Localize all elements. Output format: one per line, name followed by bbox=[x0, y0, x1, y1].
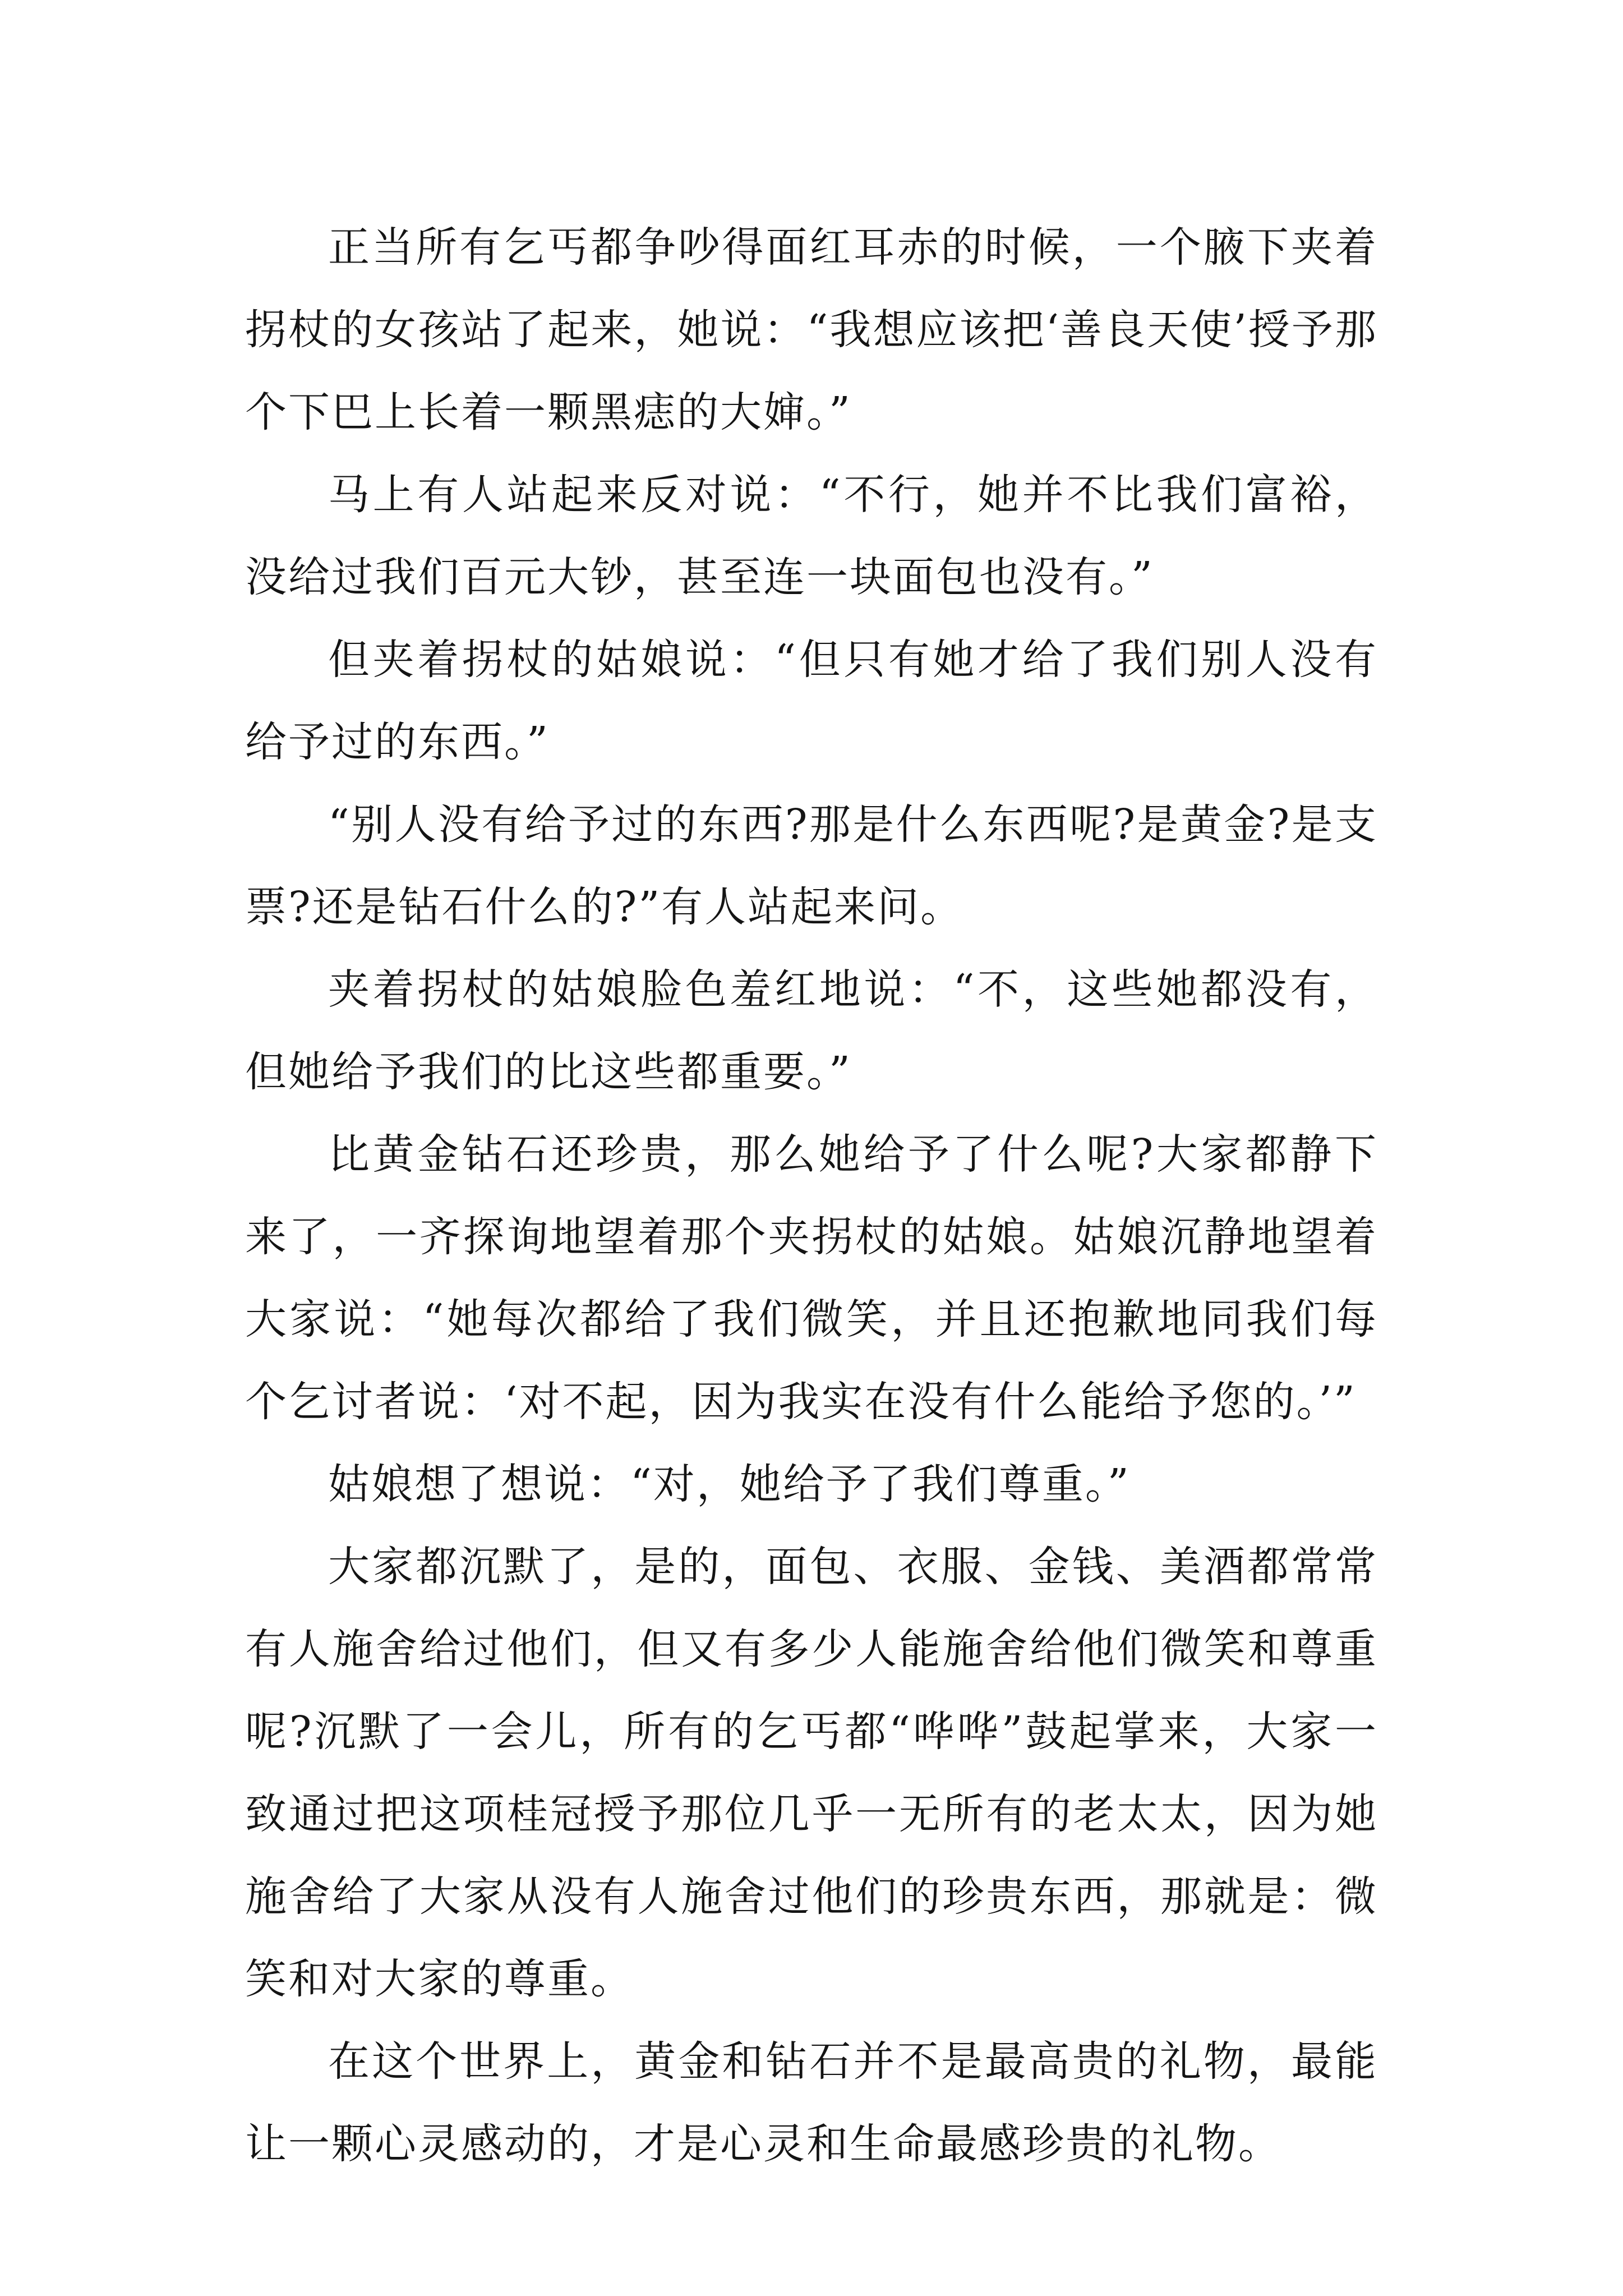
paragraph-4: “别人没有给予过的东西?那是什么东西呢?是黄金?是支票?还是钻石什么的?”有人站起来问。 bbox=[245, 800, 1378, 931]
paragraph-3: 但夹着拐杖的姑娘说：“但只有她才给了我们别人没有给予过的东西。” bbox=[245, 636, 1378, 766]
paragraph-6: 比黄金钻石还珍贵，那么她给予了什么呢?大家都静下来了，一齐探询地望着那个夹拐杖的姑娘。姑娘沉静地望着大家说：“她每次都给了我们微笑，并且还抱歉地同我们每个乞讨者说：‘对不起，因为我实在没有什么能给予您的。’” bbox=[245, 1130, 1378, 1426]
paragraph-8: 大家都沉默了，是的，面包、衣服、金钱、美酒都常常有人施舍给过他们，但又有多少人能施舍给他们微笑和尊重呢?沉默了一会儿，所有的乞丐都“哗哗”鼓起掌来，大家一致通过把这项桂冠授予那位几乎一无所有的老太太，因为她施舍给了大家从没有人施舍过他们的珍贵东西，那就是：微笑和对大家的尊重。 bbox=[245, 1543, 1378, 2003]
body-text bbox=[245, 206, 1378, 2185]
paragraph-5: 夹着拐杖的姑娘脸色羞红地说：“不，这些她都没有，但她给予我们的比这些都重要。” bbox=[245, 965, 1378, 1096]
paragraph-7: 姑娘想了想说：“对，她给予了我们尊重。” bbox=[328, 1460, 1131, 1508]
paragraph-9: 在这个世界上，黄金和钻石并不是最高贵的礼物，最能让一颗心灵感动的，才是心灵和生命最感珍贵的礼物。 bbox=[245, 2037, 1378, 2168]
paragraph-1: 正当所有乞丐都争吵得面红耳赤的时候，一个腋下夹着拐杖的女孩站了起来，她说：“我想应该把‘善良天使’授予那个下巴上长着一颗黑痣的大婶。” bbox=[245, 223, 1378, 436]
paragraph-2: 马上有人站起来反对说：“不行，她并不比我们富裕，没给过我们百元大钞，甚至连一块面包也没有。” bbox=[245, 471, 1378, 601]
